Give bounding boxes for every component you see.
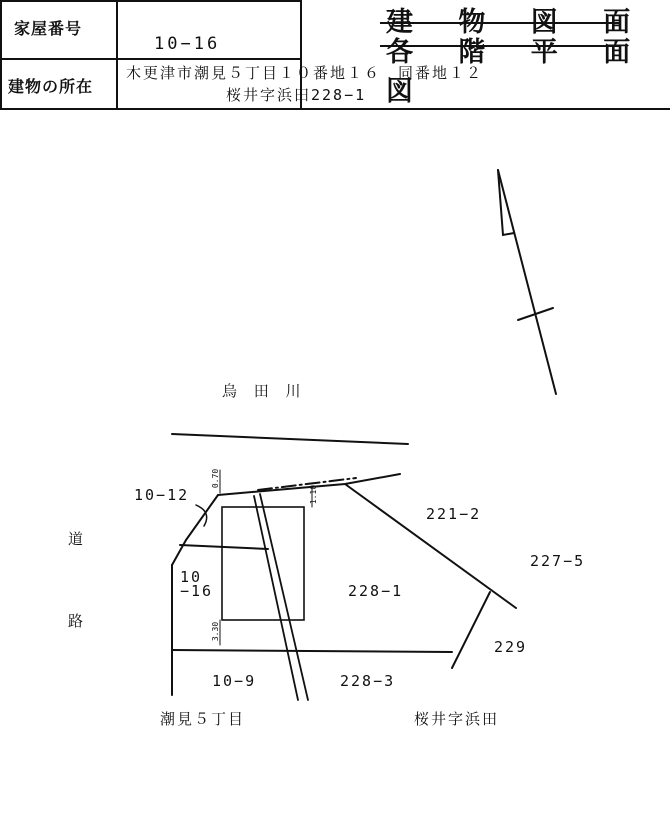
dimension-top: 0.70	[211, 468, 221, 489]
lot-label-228-1: 228−1	[348, 582, 404, 600]
area-label-shiomi: 潮見５丁目	[160, 710, 246, 728]
road-label-char-1: 道	[68, 530, 84, 548]
lot-label-10-16-top: 10	[180, 568, 203, 586]
lot-label-227-5: 227−5	[530, 552, 586, 570]
river-bank-line	[172, 434, 408, 444]
boundary-diagonal-upper	[186, 495, 218, 540]
north-arrow-shaft	[498, 170, 556, 394]
boundary-10-12-split	[180, 545, 268, 549]
boundary-229	[452, 592, 490, 668]
lot-label-10-16-bottom: −16	[180, 582, 214, 600]
lot-label-221-2: 221−2	[426, 505, 482, 523]
boundary-diagonal-lower	[172, 540, 186, 565]
road-label-char-2: 路	[68, 612, 84, 630]
dimension-right: 1.10	[309, 484, 319, 505]
river-label: 烏 田 川	[222, 382, 307, 400]
building-outline	[222, 507, 304, 620]
area-label-sakurai: 桜井字浜田	[414, 710, 500, 728]
boundary-bottom	[172, 650, 452, 652]
house-number-value: 10−16	[154, 34, 221, 54]
location-line1: 木更津市潮見５丁目１０番地１６ 同番地１２	[126, 64, 484, 82]
ditch-line-left	[254, 496, 298, 700]
dimension-bottom: 3.30	[211, 621, 221, 642]
house-number-label: 家屋番号	[14, 19, 83, 38]
lot-label-10-9: 10−9	[212, 672, 257, 690]
location-line2: 桜井字浜田228−1	[226, 86, 367, 104]
lot-label-228-3: 228−3	[340, 672, 396, 690]
ditch-line-right	[260, 494, 308, 700]
location-label: 建物の所在	[8, 77, 94, 96]
lot-label-10-12: 10−12	[134, 486, 190, 504]
title-floor-plan: 各 階 平 面 図	[386, 37, 649, 107]
lot-label-229: 229	[494, 638, 528, 656]
title-building-drawing: 建 物 図 面	[386, 7, 649, 38]
